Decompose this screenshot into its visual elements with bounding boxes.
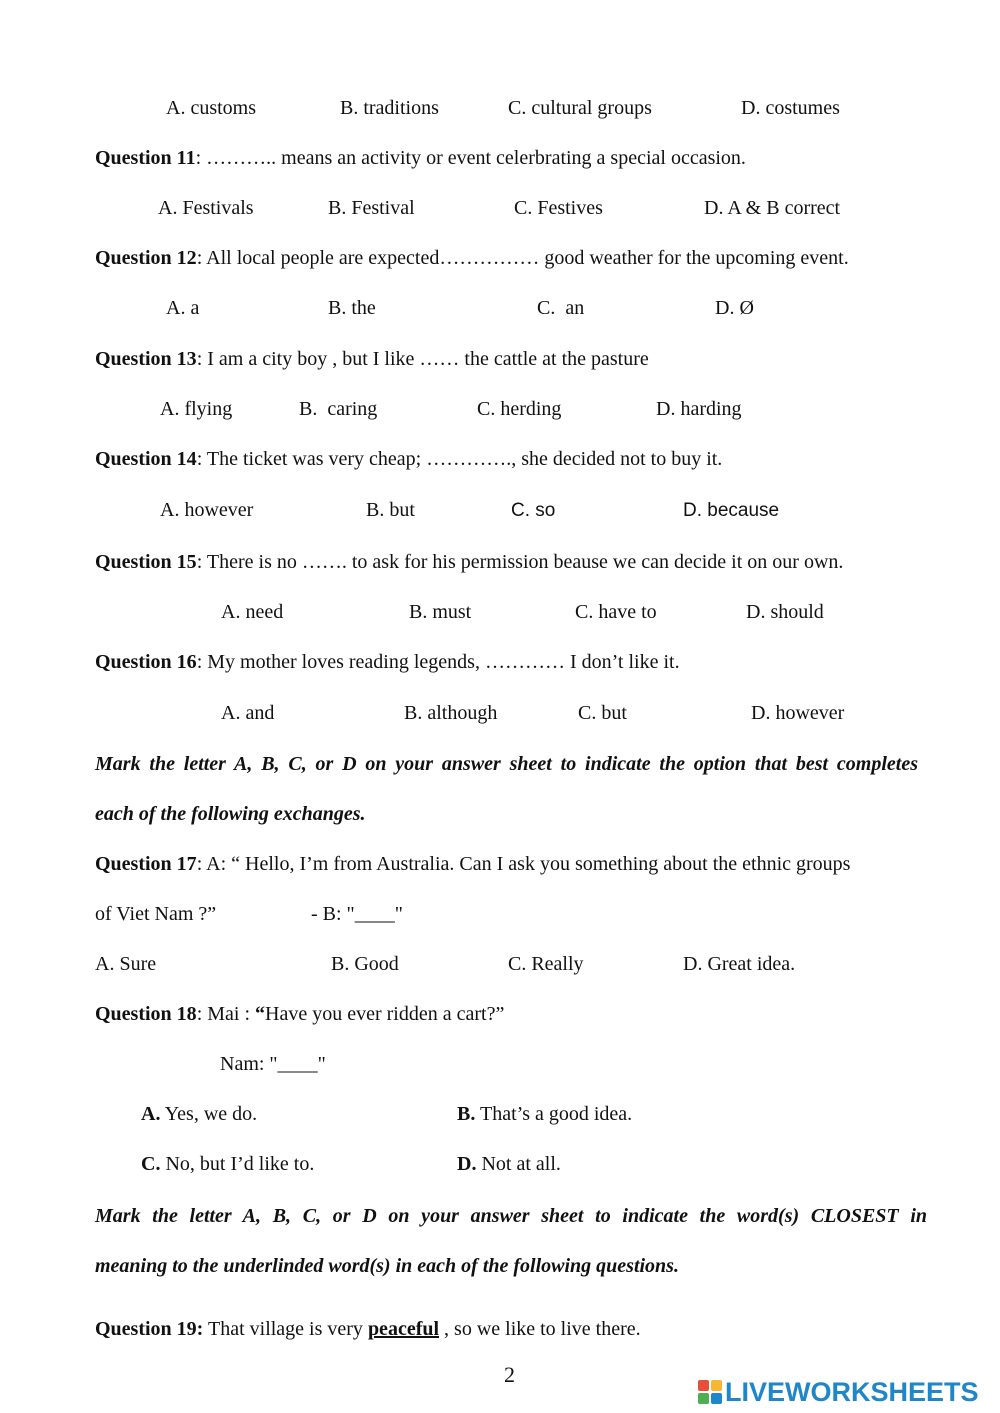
q16-option-b: B. although bbox=[404, 702, 498, 724]
q18-reply bbox=[220, 1054, 326, 1074]
q18-option-d bbox=[457, 1154, 561, 1174]
question-16 bbox=[95, 652, 680, 672]
option-text: That’s a good idea. bbox=[475, 1103, 633, 1125]
quote-mark: “ bbox=[255, 1003, 266, 1025]
q18-reply-prefix: Nam: " bbox=[220, 1053, 278, 1075]
q17-option-b: B. Good bbox=[331, 953, 399, 975]
answer-blank: ____ bbox=[354, 903, 395, 925]
q17-line2-b bbox=[311, 904, 403, 924]
q12-option-a: A. a bbox=[166, 297, 200, 319]
q13-option-a: A. flying bbox=[160, 398, 233, 420]
question-label: Question 17 bbox=[95, 853, 197, 875]
q13-option-c: C. herding bbox=[477, 398, 562, 420]
logo-text: LIVEWORKSHEETS bbox=[725, 1376, 979, 1407]
instruction-closest-line2: meaning to the underlinded word(s) in each of the following questions. bbox=[95, 1255, 679, 1277]
instruction-exchanges-line1: Mark the letter A, B, C, or D on your answer sheet to indicate the option that best completes bbox=[95, 753, 918, 775]
logo-square-red bbox=[698, 1380, 709, 1391]
q18-option-a bbox=[141, 1104, 257, 1124]
q11-option-c: C. Festives bbox=[514, 197, 603, 219]
question-13 bbox=[95, 349, 649, 369]
question-18 bbox=[95, 1004, 504, 1024]
q18-reply-suffix: " bbox=[317, 1053, 326, 1075]
q11-option-a: A. Festivals bbox=[158, 197, 254, 219]
question-text: : Mai : bbox=[196, 1003, 256, 1025]
question-label: Question 15 bbox=[95, 551, 197, 573]
q12-option-d: D. Ø bbox=[715, 297, 754, 319]
q17-reply-prefix: - B: " bbox=[311, 903, 355, 925]
question-text: : A: “ Hello, I’m from Australia. Can I ask you something about the ethnic groups bbox=[196, 853, 851, 875]
q11-option-d: D. A & B correct bbox=[704, 197, 841, 219]
question-19 bbox=[95, 1319, 641, 1339]
question-label: Question 11 bbox=[95, 147, 196, 169]
answer-blank: ____ bbox=[277, 1053, 318, 1075]
page-number: 2 bbox=[504, 1362, 515, 1387]
question-text: : I am a city boy , but I like …… the cattle at the pasture bbox=[196, 348, 649, 370]
question-text-quote: Have you ever ridden a cart?” bbox=[265, 1003, 505, 1025]
question-label: Question 12 bbox=[95, 247, 197, 269]
q16-option-d: D. however bbox=[751, 702, 845, 724]
option-letter: C. bbox=[141, 1153, 161, 1175]
question-text: That village is very bbox=[203, 1318, 368, 1340]
question-text-end: , so we like to live there. bbox=[439, 1318, 641, 1340]
q17-reply-suffix: " bbox=[394, 903, 403, 925]
q14-option-b: B. but bbox=[366, 499, 415, 521]
option-letter: D. bbox=[457, 1153, 477, 1175]
liveworksheets-logo bbox=[698, 1378, 979, 1406]
q17-option-a: A. Sure bbox=[95, 953, 157, 975]
q17-option-c: C. Really bbox=[508, 953, 584, 975]
logo-square-yellow bbox=[711, 1380, 722, 1391]
q17-option-d: D. Great idea. bbox=[683, 953, 796, 975]
question-14 bbox=[95, 449, 722, 469]
q18-option-c bbox=[141, 1154, 314, 1174]
q18-option-b bbox=[457, 1104, 632, 1124]
underlined-word: peaceful bbox=[367, 1318, 440, 1340]
q16-option-c: C. but bbox=[578, 702, 627, 724]
question-11 bbox=[95, 148, 746, 168]
option-text: Yes, we do. bbox=[160, 1103, 258, 1125]
question-text: : The ticket was very cheap; …………., she decided not to buy it. bbox=[196, 448, 723, 470]
logo-square-blue bbox=[711, 1393, 722, 1404]
q14-option-d: D. because bbox=[683, 500, 780, 521]
question-15 bbox=[95, 552, 843, 572]
question-label: Question 13 bbox=[95, 348, 197, 370]
q15-option-a: A. need bbox=[221, 601, 284, 623]
q17-line2-a: of Viet Nam ?” bbox=[95, 903, 217, 925]
instruction-closest-line1: Mark the letter A, B, C, or D on your answer sheet to indicate the word(s) CLOSEST in bbox=[95, 1205, 927, 1227]
option-letter: B. bbox=[457, 1103, 476, 1125]
question-text: : My mother loves reading legends, ………… I don’t like it. bbox=[196, 651, 680, 673]
q14-option-a: A. however bbox=[160, 499, 254, 521]
q15-option-d: D. should bbox=[746, 601, 824, 623]
q16-option-a: A. and bbox=[221, 702, 275, 724]
question-label: Question 19: bbox=[95, 1318, 204, 1340]
q13-option-b: B. caring bbox=[299, 398, 378, 420]
q13-option-d: D. harding bbox=[656, 398, 742, 420]
option-letter: A. bbox=[141, 1103, 161, 1125]
question-label: Question 18 bbox=[95, 1003, 197, 1025]
q14-option-c: C. so bbox=[511, 500, 556, 521]
q11-option-b: B. Festival bbox=[328, 197, 415, 219]
q10-option-c: C. cultural groups bbox=[508, 97, 652, 119]
q15-option-c: C. have to bbox=[575, 601, 657, 623]
q15-option-b: B. must bbox=[409, 601, 472, 623]
q12-option-c: C. an bbox=[537, 297, 585, 319]
question-17 bbox=[95, 854, 850, 874]
question-text: : There is no ……. to ask for his permission beause we can decide it on our own. bbox=[196, 551, 844, 573]
q10-option-b: B. traditions bbox=[340, 97, 439, 119]
q10-option-d: D. costumes bbox=[741, 97, 840, 119]
q10-option-a: A. customs bbox=[166, 97, 256, 119]
question-label: Question 14 bbox=[95, 448, 197, 470]
instruction-exchanges-line2: each of the following exchanges. bbox=[95, 803, 366, 825]
question-label: Question 16 bbox=[95, 651, 197, 673]
question-12 bbox=[95, 248, 849, 268]
question-text: : All local people are expected…………… good weather for the upcoming event. bbox=[196, 247, 849, 269]
option-text: No, but I’d like to. bbox=[160, 1153, 315, 1175]
logo-square-green bbox=[698, 1393, 709, 1404]
question-text: : ……….. means an activity or event celerbrating a special occasion. bbox=[195, 147, 746, 169]
option-text: Not at all. bbox=[476, 1153, 561, 1175]
logo-mark-icon bbox=[698, 1380, 722, 1404]
q12-option-b: B. the bbox=[328, 297, 376, 319]
